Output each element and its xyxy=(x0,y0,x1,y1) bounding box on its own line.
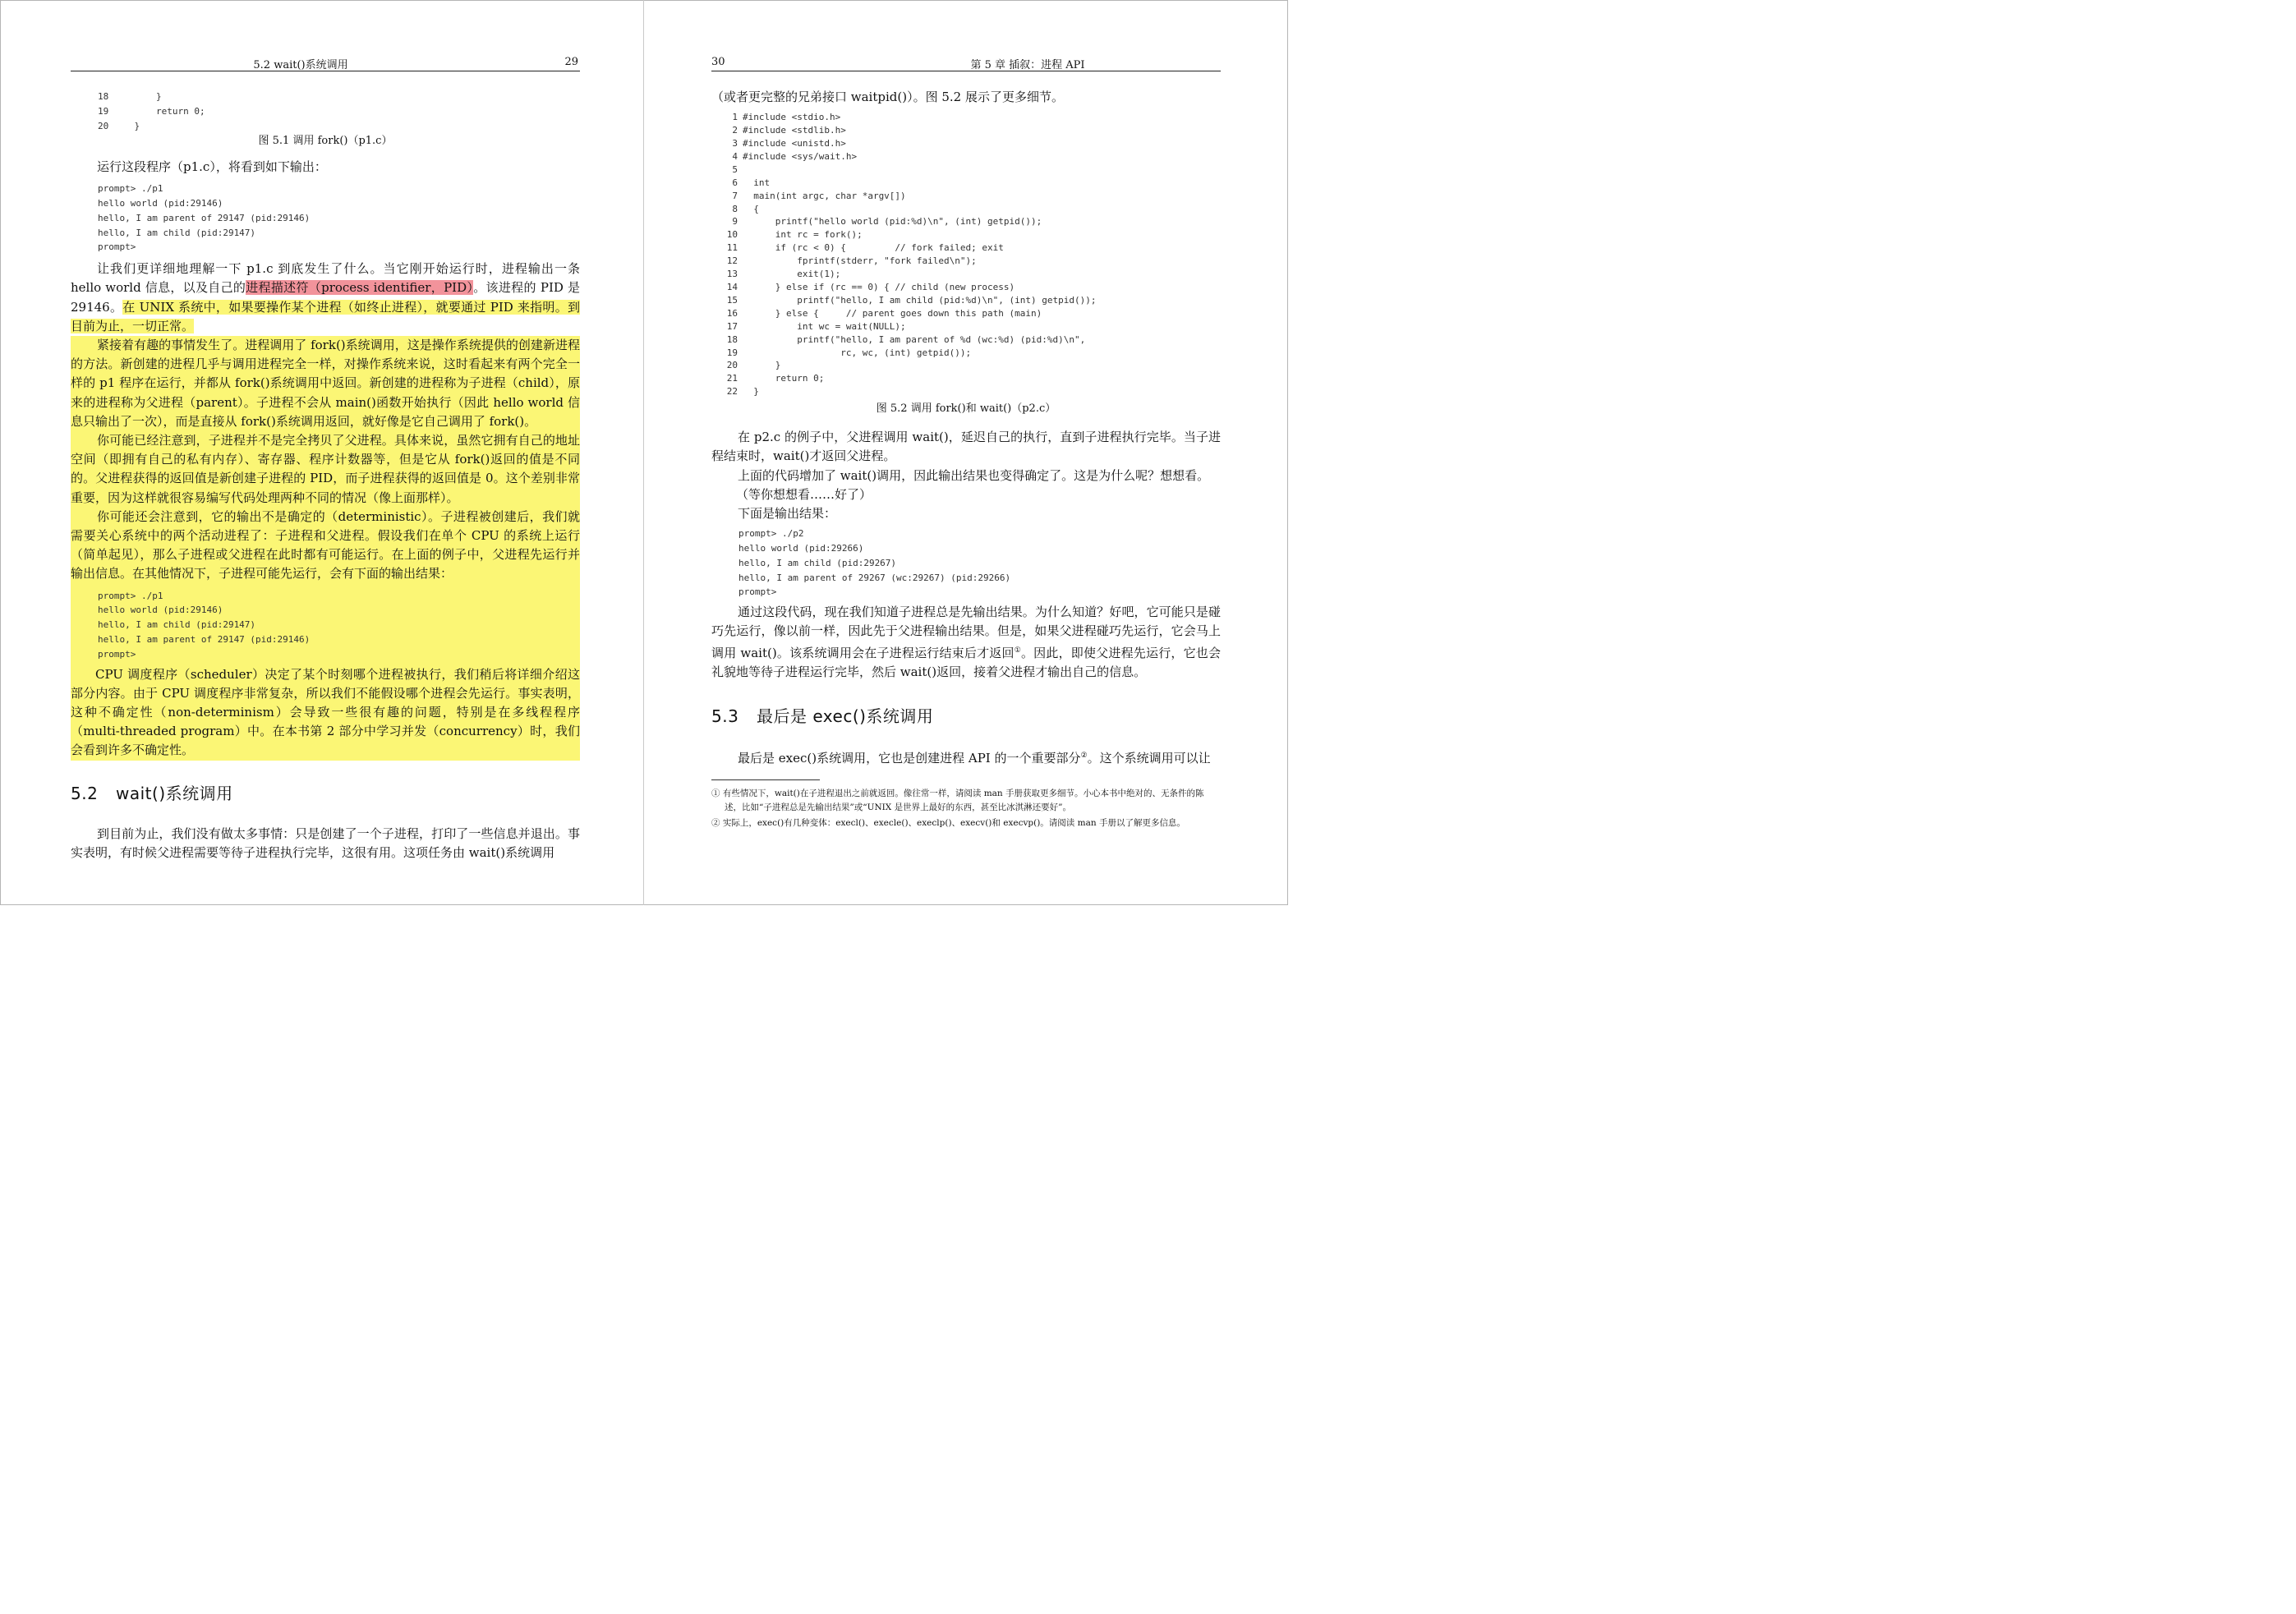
code-line-number: 6 xyxy=(732,177,738,188)
code-line-number: 11 xyxy=(726,242,738,254)
code-line xyxy=(711,190,1221,203)
code-listing-fragment xyxy=(71,90,580,134)
paragraph-scheduler: CPU 调度程序（scheduler）决定了某个时刻哪个进程被执行，我们稍后将详细介绍这部分内容。由于 CPU 调度程序非常复杂，所以我们不能假设哪个进程会先运行。事实表明，这种不确定性（non-determinism）会导致一些很有趣的问题，特别是在多线程程序（multi-threaded program）中。在本书第 2 部分中学习并发（concurrency）时，我们会看到许多不确定性。 xyxy=(71,666,580,758)
code-line-number: 3 xyxy=(732,138,738,149)
code-line-text: #include <stdio.h> xyxy=(743,112,841,123)
code-line-text: int rc = fork(); xyxy=(743,229,863,241)
code-line xyxy=(711,294,1221,307)
explain-text-start: 通过这段代码，现在我们知道子进程总是先输出结果。为什么知道？好吧，它可能只是碰巧先运行，像以前一样，因此先于父进程输出结果。但是，如果父进程碰巧先运行，它会马上调用 wait()。该系统调用会在子进程运行结束后才返回 xyxy=(711,605,1221,660)
code-line-text: #include <stdlib.h> xyxy=(743,125,846,136)
code-line-number: 2 xyxy=(732,125,738,136)
code-line xyxy=(711,163,1221,177)
paragraph-waitpid: （或者更完整的兄弟接口 waitpid()）。图 5.2 展示了更多细节。 xyxy=(711,90,1064,104)
code-line-text: } xyxy=(743,360,781,371)
code-line-number: 13 xyxy=(726,269,738,280)
code-line-number: 8 xyxy=(732,203,738,214)
code-line xyxy=(711,333,1221,347)
code-listing-p2 xyxy=(711,111,1221,398)
paragraph-nondeterministic: 你可能还会注意到，它的输出不是确定的（deterministic）。子进程被创建后，我们就需要关心系统中的两个活动进程了：子进程和父进程。假设我们在单个 CPU 的系统上运行（简单起见），那么子进程或父进程在此时都有可能运行。在上面的例子中，父进程先运行并输出信息。在其他情况下，子进程可能先运行，会有下面的输出结果： xyxy=(71,508,580,582)
code-line-text: printf("hello world (pid:%d)\n", (int) getpid()); xyxy=(743,216,1042,228)
code-line xyxy=(711,124,1221,137)
paragraph-exec-intro xyxy=(711,747,1221,768)
left-running-head xyxy=(71,56,580,71)
section-5-3-heading xyxy=(711,703,1221,727)
paragraph-p2-wait: 在 p2.c 的例子中，父进程调用 wait()，延迟自己的执行，直到子进程执行完毕。当子进程结束时，wait()才返回父进程。 xyxy=(711,430,1221,464)
code-line xyxy=(711,372,1221,385)
code-line-text: } xyxy=(123,121,140,131)
exec-text-start: 最后是 exec()系统调用，它也是创建进程 API 的一个重要部分 xyxy=(738,750,1081,766)
code-line-text: int wc = wait(NULL); xyxy=(743,320,906,332)
code-line-text: main(int argc, char *argv[]) xyxy=(743,190,906,201)
code-line-number: 18 xyxy=(726,333,738,345)
code-line-text: return 0; xyxy=(123,106,205,117)
paragraph-child-copy: 你可能已经注意到，子进程并不是完全拷贝了父进程。具体来说，虽然它拥有自己的地址空间（即拥有自己的私有内存）、寄存器、程序计数器等，但是它从 fork()返回的值是不同的。父进程获得的返回值是新创建子进程的 PID，而子进程获得的返回值是 0。这个差别非常重要，因为这样就很容易编写代码处理两种不同的情况（像上面那样）。 xyxy=(71,433,580,505)
code-line-text: rc, wc, (int) getpid()); xyxy=(743,347,972,358)
highlighted-passage xyxy=(71,336,580,761)
code-line-number: 20 xyxy=(98,121,109,131)
code-line-number: 12 xyxy=(726,255,738,267)
code-line xyxy=(711,228,1221,241)
code-line xyxy=(711,137,1221,150)
code-line-text: #include <sys/wait.h> xyxy=(743,150,858,162)
section-title: 最后是 exec()系统调用 xyxy=(757,706,934,726)
pid-text-start: 让我们更详细地理解一下 p1.c 到底发生了什么。当它刚开始运行时，进程输出一条 hello world 信息，以及自己的 xyxy=(71,261,580,296)
code-line xyxy=(711,281,1221,294)
footnote-1: ① 有些情况下，wait()在子进程退出之前就返回。像往常一样，请阅读 man 手册获取更多细节。小心本书中绝对的、无条件的陈述，比如“子进程总是先输出结果”或“UNIX 是世界上最好的东西，甚至比冰淇淋还要好”。 xyxy=(711,789,1204,813)
pid-text-highlight: 在 UNIX 系统中，如果要操作某个进程（如终止进程），就要通过 PID 来指明。到目前为止，一切正常。 xyxy=(71,299,580,333)
code-line-text: } else { // parent goes down this path (main) xyxy=(743,307,1042,319)
code-line xyxy=(711,307,1221,320)
footnote-divider xyxy=(711,779,820,780)
paragraph-wait-intro: 到目前为止，我们没有做太多事情：只是创建了一个子进程，打印了一些信息并退出。事实表明，有时候父进程需要等待子进程执行完毕，这很有用。这项任务由 wait()系统调用 xyxy=(71,825,580,860)
code-line-text: printf("hello, I am parent of %d (wc:%d) (pid:%d)\n", xyxy=(743,333,1086,345)
code-line xyxy=(711,255,1221,268)
code-line-number: 5 xyxy=(732,163,738,175)
code-line-number: 9 xyxy=(732,216,738,228)
paragraph-pid xyxy=(71,260,580,336)
code-line-text: int xyxy=(743,177,771,188)
code-line xyxy=(98,104,580,119)
explain-text-end: 。因此，即使父进程先运行，它也会礼貌地等待子进程运行完毕，然后 wait()返回，接着父进程才输出自己的信息。 xyxy=(711,645,1221,679)
code-line-text: if (rc < 0) { // fork failed; exit xyxy=(743,242,1004,254)
code-line-number: 22 xyxy=(726,386,738,398)
code-line-text: return 0; xyxy=(743,373,825,384)
right-page xyxy=(711,0,1221,905)
paragraph-run-program: 运行这段程序（p1.c），将看到如下输出： xyxy=(97,159,327,174)
code-line-number: 10 xyxy=(726,229,738,241)
code-line xyxy=(711,268,1221,281)
code-line xyxy=(711,385,1221,398)
code-line-number: 18 xyxy=(98,91,109,102)
code-line-text: } xyxy=(123,91,162,102)
code-line-number: 17 xyxy=(726,320,738,332)
figure-5-1-caption: 图 5.1 调用 fork()（p1.c） xyxy=(258,135,393,147)
code-line-number: 21 xyxy=(726,373,738,384)
right-running-head xyxy=(711,56,1221,71)
pid-term-highlight: 进程描述符（process identifier，PID） xyxy=(246,280,474,296)
section-title: wait()系统调用 xyxy=(116,783,233,803)
exec-text-end: 。这个系统调用可以让 xyxy=(1087,750,1211,766)
program-output-3: prompt> ./p2 hello world (pid:29266) hello, I am child (pid:29267) hello, I am parent of 29267 (wc:29267) (pid:29266) prompt> xyxy=(738,528,1011,598)
section-number: 5.3 xyxy=(711,706,739,726)
code-line-number: 4 xyxy=(732,150,738,162)
paragraph-think: （等你想想看……好了） xyxy=(736,486,872,502)
pid-text-middle: 。该进程的 PID 是 29146。 xyxy=(71,280,580,315)
code-line xyxy=(711,241,1221,255)
left-header-title: 5.2 wait()系统调用 xyxy=(253,59,348,71)
code-line-number: 20 xyxy=(726,360,738,371)
footnote-marker: ① xyxy=(1014,646,1021,655)
code-line xyxy=(711,347,1221,360)
code-line xyxy=(98,90,580,104)
code-line xyxy=(711,150,1221,163)
code-line xyxy=(711,359,1221,372)
left-page xyxy=(71,0,580,905)
program-output-2: prompt> ./p1 hello world (pid:29146) hello, I am child (pid:29147) hello, I am parent of 29147 (pid:29146) prompt> xyxy=(98,590,311,660)
left-page-number: 29 xyxy=(564,56,578,68)
code-line-text: exit(1); xyxy=(743,269,841,280)
code-line xyxy=(98,119,580,134)
code-line-text: #include <unistd.h> xyxy=(743,138,846,149)
code-line xyxy=(711,215,1221,228)
code-line-number: 19 xyxy=(98,106,109,117)
paragraph-child-first xyxy=(711,603,1221,682)
paragraph-fork: 紧接着有趣的事情发生了。进程调用了 fork()系统调用，这是操作系统提供的创建新进程的方法。新创建的进程几乎与调用进程完全一样，对操作系统来说，这时看起来有两个完全一样的 p1 程序在运行，并都从 fork()系统调用中返回。新创建的进程称为子进程（child），原来的进程称为父进程（parent）。子进程不会从 main()函数开始执行（因此 hello world 信息只输出了一次），而是直接从 fork()系统调用返回，就好像是它自己调用了 fork()。 xyxy=(71,338,580,429)
paragraph-deterministic: 上面的代码增加了 wait()调用，因此输出结果也变得确定了。这是为什么呢？想想看。 xyxy=(738,467,1210,483)
left-page-body xyxy=(71,90,580,862)
code-line-number: 15 xyxy=(726,294,738,306)
code-line-number: 16 xyxy=(726,307,738,319)
code-line xyxy=(711,203,1221,216)
code-line-number: 14 xyxy=(726,281,738,292)
right-header-title: 第 5 章 插叙：进程 API xyxy=(970,59,1085,71)
code-line-number: 7 xyxy=(732,190,738,201)
footnote-2: ② 实际上，exec()有几种变体：execl()、execle()、execlp()、execv()和 execvp()。请阅读 man 手册以了解更多信息。 xyxy=(711,818,1185,829)
code-line-text: } xyxy=(743,386,759,398)
code-line xyxy=(711,177,1221,190)
right-page-body xyxy=(711,88,1221,830)
code-line-text: printf("hello, I am child (pid:%d)\n", (int) getpid()); xyxy=(743,294,1097,306)
code-line xyxy=(711,111,1221,124)
code-line-number: 1 xyxy=(732,112,738,123)
paragraph-output-intro: 下面是输出结果： xyxy=(738,505,837,521)
code-line-text: fprintf(stderr, "fork failed\n"); xyxy=(743,255,977,267)
book-spine xyxy=(643,0,644,905)
code-line xyxy=(711,320,1221,333)
code-line-text: } else if (rc == 0) { // child (new process) xyxy=(743,281,1015,292)
program-output-1: prompt> ./p1 hello world (pid:29146) hello, I am parent of 29147 (pid:29146) hello, I am child (pid:29147) prompt> xyxy=(98,183,311,253)
code-line-number: 19 xyxy=(726,347,738,358)
section-number: 5.2 xyxy=(71,783,99,803)
section-5-2-heading xyxy=(71,780,580,804)
figure-5-2-caption: 图 5.2 调用 fork()和 wait()（p2.c） xyxy=(876,402,1056,416)
code-line-text: { xyxy=(743,203,759,214)
right-page-number: 30 xyxy=(711,56,725,68)
footnote-marker: ② xyxy=(1080,751,1088,760)
